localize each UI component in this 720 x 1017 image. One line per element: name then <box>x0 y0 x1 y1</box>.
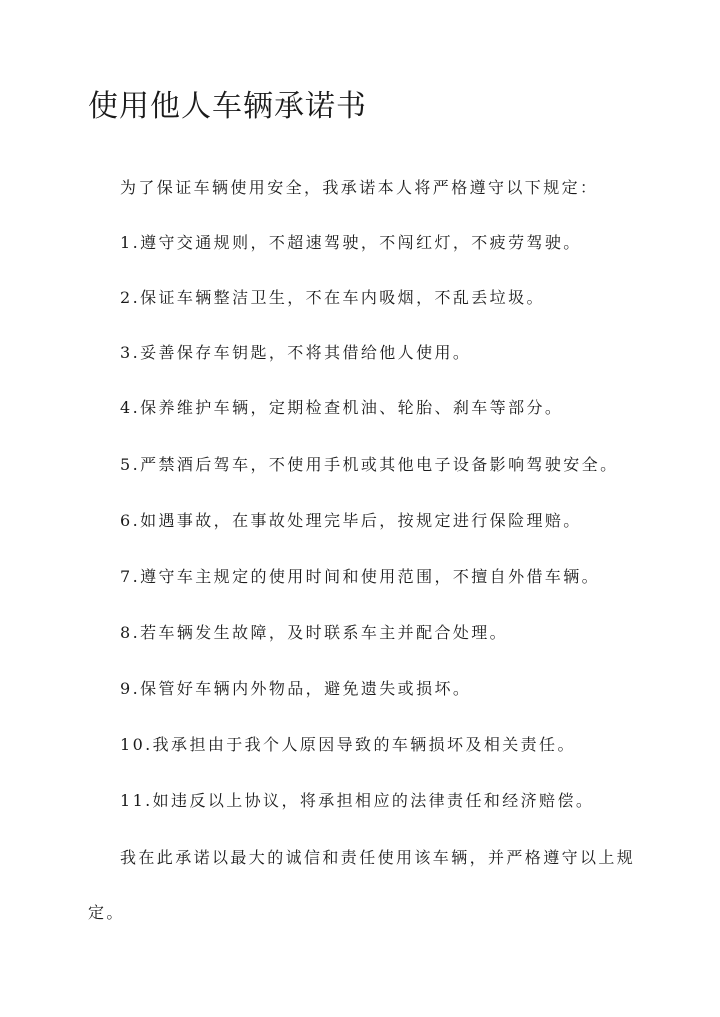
rule-item-11: 11.如违反以上协议，将承担相应的法律责任和经济赔偿。 <box>120 791 595 810</box>
rule-item-5: 5.严禁酒后驾车，不使用手机或其他电子设备影响驾驶安全。 <box>120 455 619 474</box>
rule-item-6: 6.如遇事故，在事故处理完毕后，按规定进行保险理赔。 <box>120 511 582 530</box>
rule-item-3: 3.妥善保存车钥匙，不将其借给他人使用。 <box>120 343 472 362</box>
rule-item-7: 7.遵守车主规定的使用时间和使用范围，不擅自外借车辆。 <box>120 567 601 586</box>
document-title: 使用他人车辆承诺书 <box>88 89 367 124</box>
rule-item-4: 4.保养维护车辆，定期检查机油、轮胎、刹车等部分。 <box>120 398 564 417</box>
intro-paragraph: 为了保证车辆使用安全，我承诺本人将严格遵守以下规定： <box>120 178 599 197</box>
rule-item-10: 10.我承担由于我个人原因导致的车辆损坏及相关责任。 <box>120 735 576 754</box>
rule-item-2: 2.保证车辆整洁卫生，不在车内吸烟，不乱丢垃圾。 <box>120 288 545 307</box>
rule-item-9: 9.保管好车辆内外物品，避免遗失或损坏。 <box>120 679 472 698</box>
closing-paragraph: 我在此承诺以最大的诚信和责任使用该车辆，并严格遵守以上规定。 <box>88 848 636 922</box>
rule-item-1: 1.遵守交通规则，不超速驾驶，不闯红灯，不疲劳驾驶。 <box>120 233 582 252</box>
rule-item-8: 8.若车辆发生故障，及时联系车主并配合处理。 <box>120 623 509 642</box>
